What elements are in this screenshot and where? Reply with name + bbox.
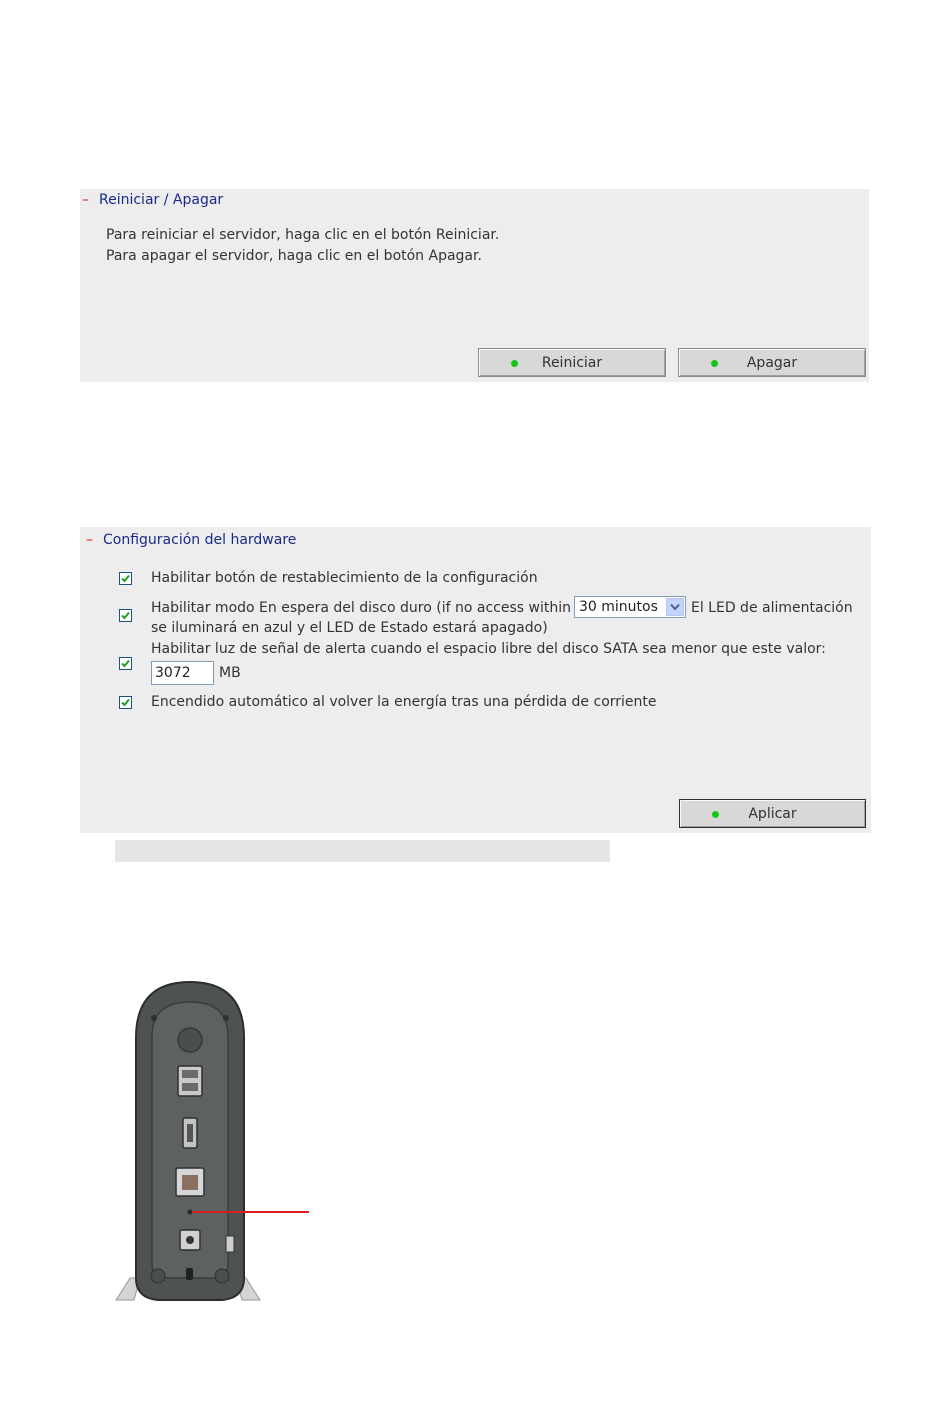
alert-light-checkbox[interactable] [119, 657, 132, 670]
apply-button-label: Aplicar [748, 806, 797, 822]
shutdown-button-label: Apagar [746, 355, 798, 371]
hdd-standby-label-after: El LED de alimentación [691, 600, 853, 616]
checkmark-icon [121, 659, 130, 668]
auto-power-on-label: Encendido automático al volver la energía tras una pérdida de corriente [151, 694, 657, 710]
restart-instruction: Para reiniciar el servidor, haga clic en el botón Reiniciar. [106, 227, 500, 243]
chevron-down-icon[interactable] [666, 598, 684, 616]
collapse-minus-icon[interactable]: – [86, 532, 93, 548]
reset-button-option-label: Habilitar botón de restablecimiento de la configuración [151, 570, 538, 586]
restart-panel-title-text: Reiniciar / Apagar [99, 192, 224, 208]
threshold-unit: MB [219, 665, 241, 681]
restart-button-label: Reiniciar [541, 355, 603, 371]
hardware-panel-title[interactable] [86, 532, 296, 548]
free-space-threshold-input[interactable] [151, 661, 214, 685]
hardware-config-panel [80, 527, 871, 833]
auto-power-on-checkbox[interactable] [119, 696, 132, 709]
restart-shutdown-panel [80, 189, 869, 382]
hdd-standby-checkbox[interactable] [119, 609, 132, 622]
checkmark-icon [121, 698, 130, 707]
collapse-minus-icon[interactable]: – [82, 192, 89, 208]
restart-panel-title[interactable] [82, 192, 223, 208]
standby-time-select[interactable] [574, 596, 686, 618]
reset-button-checkbox[interactable] [119, 572, 132, 585]
reset-pointer-line [192, 1211, 309, 1213]
alert-light-label: Habilitar luz de señal de alerta cuando el espacio libre del disco SATA sea menor que este valor: [151, 641, 826, 657]
standby-time-value: 30 minutos [579, 599, 658, 615]
hardware-panel-title-text: Configuración del hardware [103, 532, 297, 548]
checkmark-icon [121, 574, 130, 583]
shutdown-instruction: Para apagar el servidor, haga clic en el botón Apagar. [106, 248, 482, 264]
restart-button[interactable] [478, 348, 666, 377]
hdd-standby-label-line2: se iluminará en azul y el LED de Estado estará apagado) [151, 620, 548, 636]
shutdown-button[interactable] [678, 348, 866, 377]
checkmark-icon [121, 611, 130, 620]
hdd-standby-label: Habilitar modo En espera del disco duro (if no access within [151, 600, 571, 616]
blank-caption-bar [115, 840, 610, 862]
apply-button[interactable] [679, 799, 866, 828]
nas-rear-photo [112, 978, 272, 1308]
